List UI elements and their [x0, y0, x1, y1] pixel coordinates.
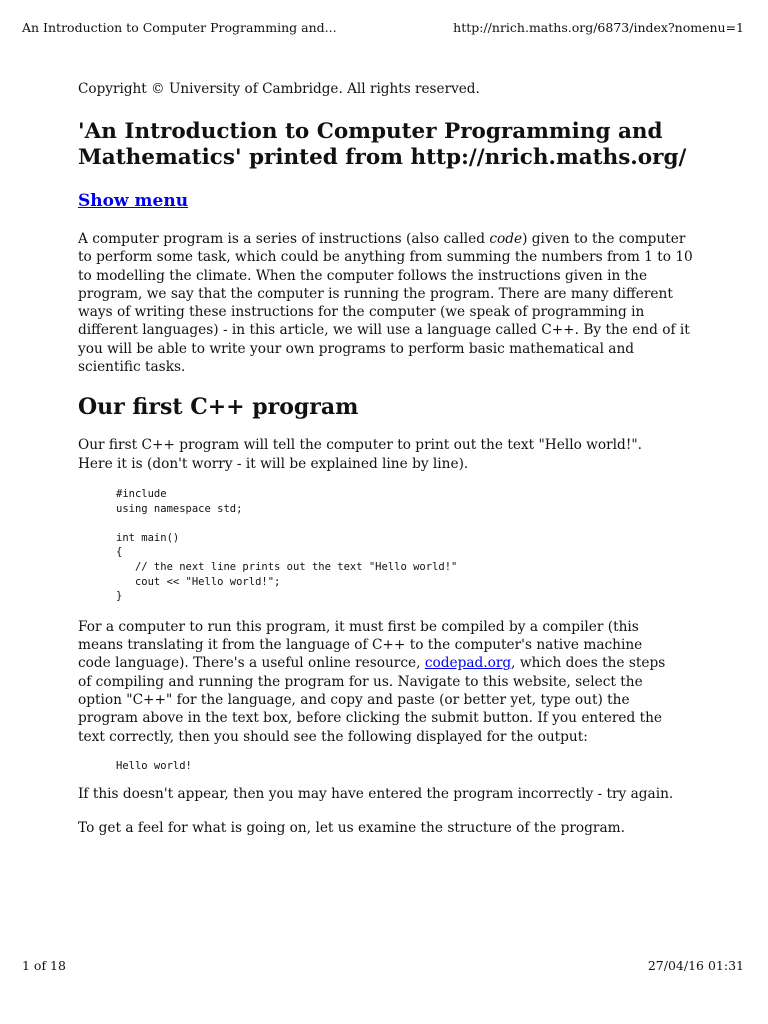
- retry-paragraph: If this doesn't appear, then you may have entered the program incorrectly - try again.: [78, 785, 674, 802]
- structure-paragraph: To get a feel for what is going on, let us examine the structure of the program.: [78, 820, 625, 837]
- compile-text-start: For a computer to run this program, it must first be compiled by a compiler (this means translating it from the language of C++ to the computer's native machine code language). There's a useful online resource,: [78, 618, 643, 672]
- print-header-url: http://nrich.maths.org/6873/index?nomenu=1: [453, 20, 744, 35]
- intro-text-end: ) given to the computer to perform some task, which could be anything from summing the numbers from 1 to 10 to modelling the climate. When the computer follows the instructions given in the program, we say that the computer is running the program. There are many different ways of writing these instructions for the computer (we speak of programming in different languages) - in this article, we will use a language called C++. By the end of it you will be able to write your own programs to perform basic mathematical and scientific tasks.: [78, 231, 693, 376]
- intro-paragraph: [78, 230, 693, 376]
- intro-text-start: A computer program is a series of instructions (also called: [78, 231, 490, 247]
- output-listing: Hello world!: [116, 759, 192, 772]
- compile-text-end: , which does the steps of compiling and running the program for us. Navigate to this website, select the option "C++" for the language, and copy and paste (or better yet, type out) the program above in the text box, before clicking the submit button. If you entered the text correctly, then you should see the following displayed for the output:: [78, 655, 666, 745]
- print-header-title: An Introduction to Computer Programming and...: [22, 20, 337, 35]
- article-content: [78, 79, 698, 837]
- page-title: 'An Introduction to Computer Programming and Mathematics' printed from http://nrich.maths.org/: [78, 119, 687, 170]
- codepad-link[interactable]: codepad.org: [424, 655, 512, 672]
- compile-paragraph: [78, 618, 678, 746]
- page-count: 1 of 18: [22, 958, 66, 973]
- show-menu-link[interactable]: Show menu: [78, 191, 189, 211]
- copyright-notice: Copyright © University of Cambridge. All rights reserved.: [78, 81, 480, 97]
- first-program-paragraph: Our first C++ program will tell the computer to print out the text "Hello world!". Here it is (don't worry - it will be explained line by line).: [78, 437, 642, 472]
- section-heading: Our first C++ program: [78, 394, 359, 421]
- code-listing: #include using namespace std; int main() { // the next line prints out the text "Hello world!" cout << "Hello world!"; }: [116, 487, 458, 603]
- print-datetime: 27/04/16 01:31: [647, 958, 744, 973]
- intro-code-term: code: [489, 231, 523, 247]
